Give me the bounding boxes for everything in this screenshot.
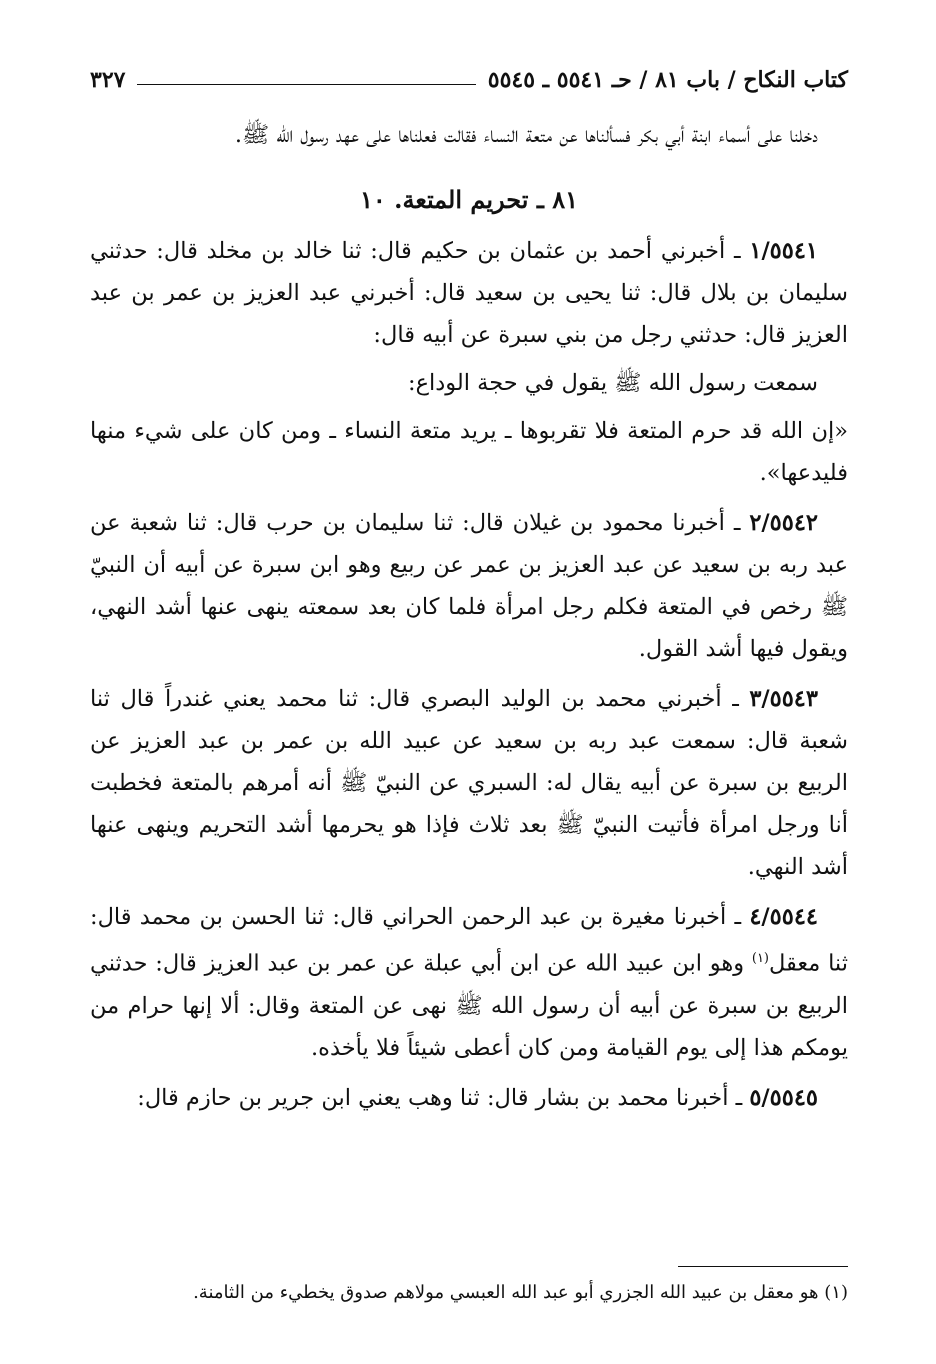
hadith-4 (90, 896, 848, 1069)
hadith-2 (90, 502, 848, 670)
hadith-2-paragraph (90, 502, 848, 670)
hadith-3-text: ـ أخبرني محمد بن الوليد البصري قال: ثنا محمد يعني غندراً قال ثنا شعبة قال: سمعت عبد ربه بن سعيد عن عبيد الله بن عمر بن عبد العزيز عن الربيع بن سبرة عن أبيه يقال له: السبري عن النبيّ ﷺ أنه أمرهم بالمتعة فخطبت أنا ورجل امرأة فأتيت النبيّ ﷺ بعد ثلاث فإذا هو يحرمها أشد التحريم وينهى عنها أشد النهي. (90, 686, 848, 880)
hadith-3-number: ٣/٥٥٤٣ (749, 686, 818, 712)
hadith-2-text: ـ أخبرنا محمود بن غيلان قال: ثنا سليمان بن حرب قال: ثنا شعبة عن عبد ربه بن سعيد عن عبد العزيز بن عمر عن ربيع وهو ابن سبرة عن أبيه أن النبيّ ﷺ رخص في المتعة فكلم رجل امرأة فلما كان بعد سمعته ينهى عنها أشد النهي، ويقول فيها أشد القول. (90, 510, 848, 662)
header-title: كتاب النكاح / باب ٨١ / حـ ٥٥٤١ ـ ٥٥٤٥ (487, 67, 848, 93)
hadith-1-chain (90, 230, 848, 356)
running-header (90, 58, 848, 102)
hadith-4-text-a: ـ أخبرنا مغيرة بن عبد الرحمن الحراني قال: ثنا الحسن بن محمد قال: ثنا معقل (90, 904, 848, 977)
hadith-2-number: ٢/٥٥٤٢ (749, 510, 818, 536)
hadith-5-paragraph (90, 1077, 848, 1119)
page-number: ٣٢٧ (90, 67, 126, 93)
header-rule (137, 84, 475, 85)
footnote-marker: (١) (824, 1282, 848, 1303)
hadith-4-paragraph (90, 896, 848, 1069)
footnote-1 (90, 1278, 848, 1308)
hadith-5-number: ٥/٥٥٤٥ (749, 1084, 818, 1111)
hadith-1-line3: «إن الله قد حرم المتعة فلا تقربوها ـ يريد متعة النساء ـ ومن كان على شيء منها فليدعها». (90, 418, 848, 486)
footnote-ref[interactable]: (١) (751, 951, 769, 966)
continuation-paragraph: دخلنا على أسماء ابنة أبي بكر فسألناها عن متعة النساء فقالت فعلناها على عهد رسول الله ﷺ. (234, 122, 818, 148)
hadith-4-number: ٤/٥٥٤٤ (749, 904, 818, 930)
hadith-1-number: ١/٥٥٤١ (749, 238, 819, 264)
hadith-5 (90, 1077, 848, 1119)
hadith-5-text: ـ أخبرنا محمد بن بشار قال: ثنا وهب يعني ابن جرير بن حازم قال: (137, 1084, 743, 1111)
hadith-4-text-b: وهو ابن عبيد الله عن ابن أبي عبلة عن عمر بن عبد العزيز قال: حدثني الربيع بن سبرة عن أبيه أن رسول الله ﷺ نهى عن المتعة وقال: ألا إنها حرام من يومكم هذا إلى يوم القيامة ومن كان أعطى شيئاً فلا يأخذه. (90, 950, 848, 1061)
hadith-3 (90, 678, 848, 888)
section-heading: ٨١ ـ تحريم المتعة. ١٠ (360, 185, 578, 214)
hadith-3-paragraph (90, 678, 848, 888)
footnote-separator (678, 1266, 848, 1267)
hadith-1-text: ـ أخبرني أحمد بن عثمان بن حكيم قال: ثنا خالد بن مخلد قال: حدثني سليمان بن بلال قال: ثنا يحيى بن سعيد قال: أخبرني عبد العزيز بن عمر بن عبد العزيز قال: حدثني رجل من بني سبرة عن أبيه قال: (90, 238, 848, 348)
footnote-text: هو معقل بن عبيد الله الجزري أبو عبد الله العبسي مولاهم صدوق يخطيء من الثامنة. (193, 1282, 819, 1303)
hadith-1 (90, 230, 848, 494)
hadith-1-line2: سمعت رسول الله ﷺ يقول في حجة الوداع: (408, 370, 818, 396)
book-page (90, 58, 848, 1318)
